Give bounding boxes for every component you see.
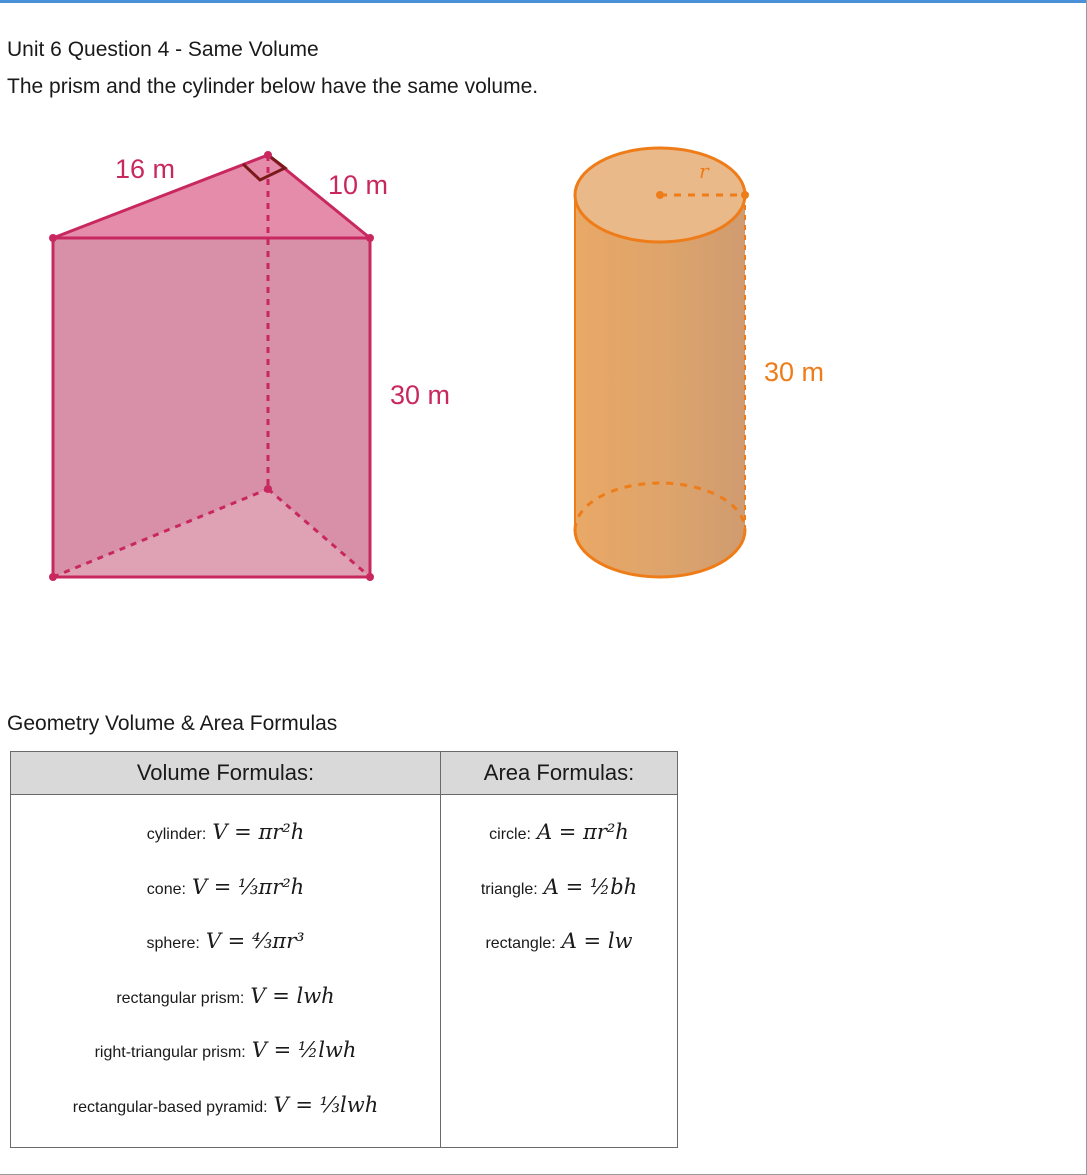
question-title: Unit 6 Question 4 - Same Volume xyxy=(7,38,319,61)
volume-formula-row xyxy=(11,969,440,1024)
prism-vertex xyxy=(264,485,272,493)
volume-formula-row xyxy=(11,860,440,915)
formula-label: right-triangular prism: xyxy=(94,1044,246,1061)
cylinder-rim-point xyxy=(741,191,749,199)
prism-vertex xyxy=(49,234,57,242)
formula-expression: V = ⅓πr²h xyxy=(191,874,305,899)
area-formulas-header: Area Formulas: xyxy=(441,752,678,795)
cylinder-height-label: 30 m xyxy=(764,357,825,387)
prism-edge-label-right: 10 m xyxy=(328,170,389,200)
formula-expression: V = lwh xyxy=(250,983,335,1008)
formula-label: circle: xyxy=(489,826,531,843)
formula-expression: V = ½lwh xyxy=(251,1038,357,1062)
formula-label: rectangle: xyxy=(485,935,556,952)
formula-label: rectangular prism: xyxy=(116,989,245,1007)
prism-vertex xyxy=(366,234,374,242)
formula-expression: A = πr²h xyxy=(536,820,629,844)
formula-label: rectangular-based pyramid: xyxy=(72,1098,268,1116)
volume-formulas-header: Volume Formulas: xyxy=(11,752,441,795)
prism-top-face xyxy=(53,155,370,238)
volume-formula-row xyxy=(11,914,440,969)
prism-height-label: 30 m xyxy=(390,380,451,410)
volume-formulas-cell xyxy=(11,795,441,1148)
formulas-table xyxy=(10,751,678,1148)
formula-expression: A = ½bh xyxy=(543,874,638,899)
cylinder-body xyxy=(575,195,745,577)
prism-vertex xyxy=(49,573,57,581)
formula-expression: V = ⁴⁄₃πr³ xyxy=(205,929,305,953)
area-formula-row xyxy=(441,914,677,969)
formula-label: triangle: xyxy=(480,880,538,898)
volume-formula-row xyxy=(11,805,440,860)
area-formulas-cell xyxy=(441,795,678,1148)
formula-label: cylinder: xyxy=(146,826,207,843)
area-formula-row xyxy=(441,805,677,860)
formula-expression: V = πr²h xyxy=(212,820,305,844)
formula-label: cone: xyxy=(146,880,186,898)
question-statement: The prism and the cylinder below have the same volume. xyxy=(7,75,539,98)
cylinder xyxy=(575,148,824,577)
cylinder-radius-label: r xyxy=(699,159,709,183)
prism-vertex xyxy=(264,151,272,159)
formula-expression: A = lw xyxy=(561,929,633,953)
formula-label: sphere: xyxy=(146,935,200,952)
formula-expression: V = ⅓lwh xyxy=(273,1092,379,1117)
prism-vertex xyxy=(366,573,374,581)
triangular-prism xyxy=(49,151,450,581)
formulas-heading: Geometry Volume & Area Formulas xyxy=(7,712,338,735)
volume-formula-row xyxy=(11,1023,440,1078)
volume-formula-row xyxy=(11,1078,440,1133)
cylinder-center-point xyxy=(656,191,664,199)
area-formula-row xyxy=(441,860,677,915)
prism-edge-label-left: 16 m xyxy=(115,154,176,184)
